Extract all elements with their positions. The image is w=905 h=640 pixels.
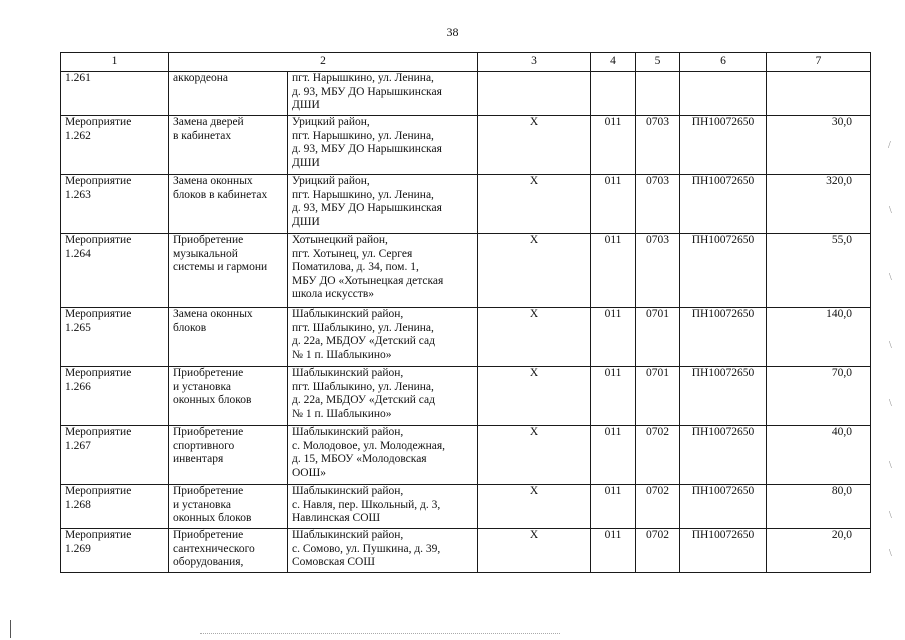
scan-mark: \ — [889, 510, 892, 521]
cell-address: Шаблыкинский район, с. Сомово, ул. Пушкина, д. 39, Сомовская СОШ — [288, 529, 478, 573]
cell-col5: 0703 — [636, 175, 680, 234]
cell-col5: 0703 — [636, 234, 680, 308]
header-row — [61, 53, 871, 72]
cell-col3 — [478, 72, 591, 116]
cell-col3: X — [478, 485, 591, 529]
cell-event: Мероприятие 1.265 — [61, 308, 169, 367]
cell-col7: 70,0 — [767, 367, 871, 426]
cell-col4: 011 — [591, 308, 636, 367]
cell-event: Мероприятие 1.262 — [61, 116, 169, 175]
scan-margin-line — [10, 620, 11, 638]
cell-name: Замена оконных блоков в кабинетах — [169, 175, 288, 234]
cell-col3: X — [478, 529, 591, 573]
cell-col5: 0701 — [636, 308, 680, 367]
cell-event: Мероприятие 1.268 — [61, 485, 169, 529]
cell-col4: 011 — [591, 175, 636, 234]
cell-col5 — [636, 72, 680, 116]
table-row — [61, 234, 871, 308]
scan-mark: / — [888, 140, 891, 151]
table-row — [61, 529, 871, 573]
cell-address: Хотынецкий район, пгт. Хотынец, ул. Сергея Поматилова, д. 34, пом. 1, МБУ ДО «Хотынецкая детская школа искусств» — [288, 234, 478, 308]
cell-col6: ПН10072650 — [680, 426, 767, 485]
cell-col4: 011 — [591, 529, 636, 573]
table-row — [61, 72, 871, 116]
cell-col7 — [767, 72, 871, 116]
cell-name: Замена оконных блоков — [169, 308, 288, 367]
cell-col4: 011 — [591, 116, 636, 175]
scan-mark: \ — [889, 398, 892, 409]
table-row — [61, 116, 871, 175]
cell-col7: 55,0 — [767, 234, 871, 308]
cell-address: Шаблыкинский район, с. Навля, пер. Школьный, д. 3, Навлинская СОШ — [288, 485, 478, 529]
cell-col6: ПН10072650 — [680, 529, 767, 573]
cell-name: Приобретение сантехнического оборудования, — [169, 529, 288, 573]
cell-col6: ПН10072650 — [680, 116, 767, 175]
table-row — [61, 485, 871, 529]
scan-mark: \ — [889, 460, 892, 471]
cell-name: Приобретение и установка оконных блоков — [169, 367, 288, 426]
cell-col5: 0701 — [636, 367, 680, 426]
cell-name: аккордеона — [169, 72, 288, 116]
header-col-2: 2 — [169, 53, 478, 72]
scan-mark: \ — [889, 205, 892, 216]
cell-event: Мероприятие 1.266 — [61, 367, 169, 426]
scan-mark: \ — [889, 272, 892, 283]
cell-col5: 0702 — [636, 426, 680, 485]
cell-name: Приобретение и установка оконных блоков — [169, 485, 288, 529]
cell-col6: ПН10072650 — [680, 308, 767, 367]
cell-col6 — [680, 72, 767, 116]
cell-name: Приобретение музыкальной системы и гармони — [169, 234, 288, 308]
cell-col7: 30,0 — [767, 116, 871, 175]
table-row — [61, 367, 871, 426]
cell-address: Шаблыкинский район, пгт. Шаблыкино, ул. Ленина, д. 22а, МБДОУ «Детский сад № 1 п. Шаблыкино» — [288, 308, 478, 367]
cell-col6: ПН10072650 — [680, 175, 767, 234]
scan-bottom-edge — [200, 633, 560, 635]
cell-col3: X — [478, 234, 591, 308]
cell-event: Мероприятие 1.264 — [61, 234, 169, 308]
cell-address: Шаблыкинский район, с. Молодовое, ул. Молодежная, д. 15, МБОУ «Молодовская ООШ» — [288, 426, 478, 485]
header-col-4: 4 — [591, 53, 636, 72]
scan-mark: \ — [889, 340, 892, 351]
cell-col3: X — [478, 175, 591, 234]
cell-event: Мероприятие 1.269 — [61, 529, 169, 573]
cell-event: Мероприятие 1.263 — [61, 175, 169, 234]
cell-col5: 0703 — [636, 116, 680, 175]
cell-col7: 40,0 — [767, 426, 871, 485]
cell-col4 — [591, 72, 636, 116]
cell-col4: 011 — [591, 367, 636, 426]
cell-event: Мероприятие 1.267 — [61, 426, 169, 485]
cell-col7: 140,0 — [767, 308, 871, 367]
cell-name: Приобретение спортивного инвентаря — [169, 426, 288, 485]
header-col-5: 5 — [636, 53, 680, 72]
cell-col6: ПН10072650 — [680, 485, 767, 529]
header-col-1: 1 — [61, 53, 169, 72]
header-col-7: 7 — [767, 53, 871, 72]
cell-address: пгт. Нарышкино, ул. Ленина, д. 93, МБУ ДО Нарышкинская ДШИ — [288, 72, 478, 116]
cell-col3: X — [478, 367, 591, 426]
cell-col3: X — [478, 308, 591, 367]
budget-table — [60, 52, 871, 573]
cell-col4: 011 — [591, 485, 636, 529]
scan-mark: \ — [889, 548, 892, 559]
header-col-3: 3 — [478, 53, 591, 72]
cell-col7: 80,0 — [767, 485, 871, 529]
page-number: 38 — [446, 25, 459, 39]
header-col-6: 6 — [680, 53, 767, 72]
cell-name: Замена дверей в кабинетах — [169, 116, 288, 175]
cell-col6: ПН10072650 — [680, 234, 767, 308]
cell-address: Урицкий район, пгт. Нарышкино, ул. Ленина, д. 93, МБУ ДО Нарышкинская ДШИ — [288, 116, 478, 175]
table-body — [61, 72, 871, 573]
cell-col4: 011 — [591, 234, 636, 308]
cell-event: 1.261 — [61, 72, 169, 116]
cell-col4: 011 — [591, 426, 636, 485]
cell-col3: X — [478, 116, 591, 175]
cell-col5: 0702 — [636, 485, 680, 529]
table-row — [61, 175, 871, 234]
cell-address: Урицкий район, пгт. Нарышкино, ул. Ленина, д. 93, МБУ ДО Нарышкинская ДШИ — [288, 175, 478, 234]
cell-col3: X — [478, 426, 591, 485]
cell-col7: 20,0 — [767, 529, 871, 573]
cell-col5: 0702 — [636, 529, 680, 573]
cell-col7: 320,0 — [767, 175, 871, 234]
cell-address: Шаблыкинский район, пгт. Шаблыкино, ул. Ленина, д. 22а, МБДОУ «Детский сад № 1 п. Шаблыкино» — [288, 367, 478, 426]
table-row — [61, 308, 871, 367]
table-row — [61, 426, 871, 485]
cell-col6: ПН10072650 — [680, 367, 767, 426]
